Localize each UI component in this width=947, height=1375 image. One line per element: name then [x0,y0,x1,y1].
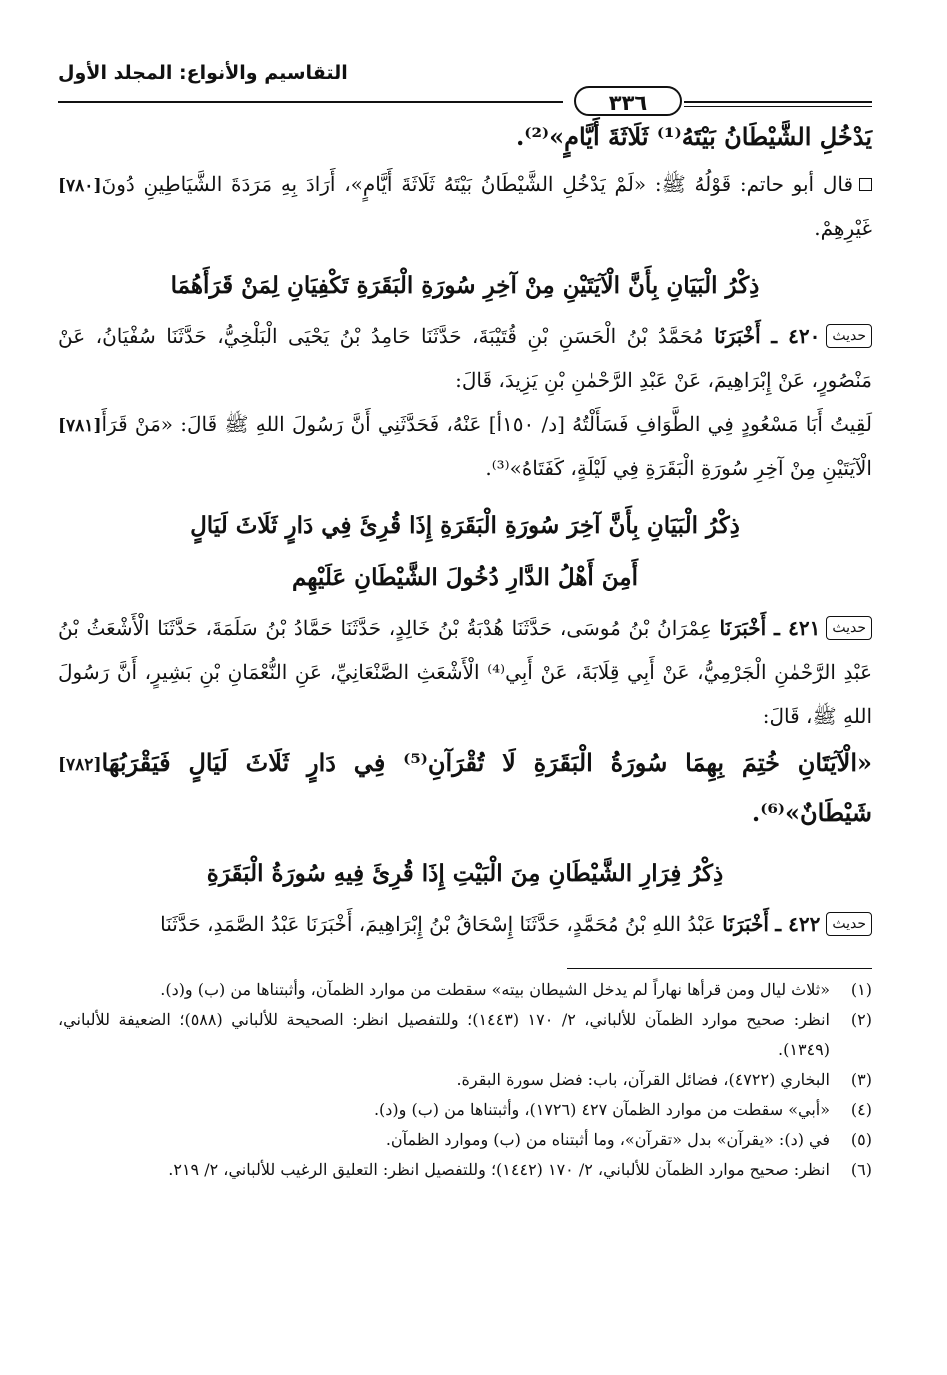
hadith-421-matn [58,738,872,838]
reference-number: [٧٨١] [58,416,102,436]
hadith-422 [58,902,872,946]
footnote-item [58,1005,872,1065]
heading-line: ذِكْرُ الْبَيَانِ بِأَنَّ آخِرَ سُورَةِ الْبَقَرَةِ إِذَا قُرِئَ فِي دَارٍ ثَلَاثَ لَيَالٍ [190,512,740,539]
hadith-number: ٤٢٢ ـ [775,912,821,936]
footnote-text: في (د): «يقرآن» بدل «تقرآن»، وما أثبتناه من (ب) وموارد الظمآن. [385,1130,830,1149]
footnote-text: البخاري (٤٧٢٢)، فضائل القرآن، باب: فضل سورة البقرة. [456,1070,830,1089]
footnote-number: (٦) [850,1160,872,1179]
header-rule-left [58,101,563,103]
reference-number: [٧٨٢] [58,755,102,775]
footnote-text: انظر: صحيح موارد الظمآن للألباني، ٢/ ١٧٠ (١٤٤٣)؛ وللتفصيل انظر: الصحيحة للألباني (٥٨٨)؛ الضعيفة للألباني، (١٣٤٩). [58,1010,830,1059]
hadith-421 [58,606,872,738]
hadith-420-matn [58,402,872,490]
hadith-marker-icon: حديث [826,324,872,348]
footnote-item [58,1065,872,1095]
isnad-text: عِمْرَانُ بْنُ مُوسَى، حَدَّثَنَا هُدْبَةُ بْنُ خَالِدٍ، حَدَّثَنَا حَمَّادُ بْنُ سَلَمَةَ، حَدَّثَنَا الْأَشْعَثُ بْنُ عَبْدِ الرَّحْمٰنِ الْجَرْمِيُّ، عَنْ أَبِي قِلَابَةَ، عَنْ أَبِي⁽⁴⁾ الْأَشْعَثِ الصَّنْعَانِيِّ، عَنِ النُّعْمَانِ بْنِ بَشِيرٍ، أَنَّ رَسُولَ اللهِ ﷺ، قَالَ: [58,616,873,728]
footnote-item [58,975,872,1005]
book-title: التقاسيم والأنواع: المجلد الأول [58,62,348,84]
isnad-text: مُحَمَّدُ بْنُ الْحَسَنِ بْنِ قُتَيْبَةَ، حَدَّثَنَا حَامِدُ بْنُ يَحْيَى الْبَلْخِيُّ، حَدَّثَنَا سُفْيَانُ، عَنْ مَنْصُورٍ، عَنْ إِبْرَاهِيمَ، عَنْ عَبْدِ الرَّحْمٰنِ بْنِ يَزِيدَ، قَالَ: [58,324,872,392]
footnote-number: (٤) [850,1100,872,1119]
akhbarana-word: أَخْبَرَنَا [714,324,761,348]
akhbarana-word: أَخْبَرَنَا [719,616,767,640]
footnotes [58,968,872,1185]
square-marker-icon [859,178,872,191]
footnote-number: (١) [850,980,872,999]
footnote-item [58,1095,872,1125]
paragraph-continuation: يَدْخُلِ الشَّيْطَانُ بَيْتَهُ⁽¹⁾ ثَلَاثَةَ أَيَّامٍ»⁽²⁾. [515,122,872,151]
akhbarana-word: أَخْبَرَنَا [722,912,769,936]
page-header [58,0,872,115]
footnote-number: (٢) [850,1010,872,1029]
hadith-number: ٤٢٠ ـ [771,324,821,348]
header-rule-right [684,101,872,103]
chapter-heading: ذِكْرُ فِرَارِ الشَّيْطَانِ مِنَ الْبَيْتِ إِذَا قُرِئَ فِيهِ سُورَةُ الْبَقَرَةِ [206,860,724,887]
isnad-text: عَبْدُ اللهِ بْنُ مُحَمَّدٍ، حَدَّثَنَا إِسْحَاقُ بْنُ إِبْرَاهِيمَ، أَخْبَرَنَا عَبْدُ الصَّمَدِ، حَدَّثَنَا [160,912,716,936]
footnote-text: «ثلاث ليال ومن قرأها نهاراً لم يدخل الشيطان بيته» سقطت من موارد الظمآن، وأثبتناها من (ب) و(د). [160,980,830,999]
heading-line: أَمِنَ أَهْلُ الدَّارِ دُخُولَ الشَّيْطَانِ عَلَيْهِم [291,564,639,591]
footnote-text: «أبي» سقطت من موارد الظمآن ٤٢٧ (١٧٢٦)، وأثبتناها من (ب) و(د). [373,1100,830,1119]
footnote-text: انظر: صحيح موارد الظمآن للألباني، ٢/ ١٧٠ (١٤٤٢)؛ وللتفصيل انظر: التعليق الرغيب للألباني، ٢/ ٢١٩. [168,1160,830,1179]
reference-number: [٧٨٠] [58,176,102,196]
main-text [58,112,872,946]
footnote-item [58,1125,872,1155]
chapter-heading: ذِكْرُ الْبَيَانِ بِأَنَّ الْآيَتَيْنِ مِنْ آخِرِ سُورَةِ الْبَقَرَةِ تَكْفِيَانِ لِمَنْ قَرَأَهُمَا [170,272,760,299]
hadith-marker-icon: حديث [826,912,872,936]
commentary-paragraph [58,162,872,250]
header-rule-right-thin [684,106,872,107]
footnote-separator [567,968,872,969]
page-number: ٣٣٦ [574,86,682,116]
hadith-marker-icon: حديث [826,616,872,640]
footnote-item [58,1155,872,1185]
footnote-number: (٥) [850,1130,872,1149]
matn-text: «الْآيَتَانِ خُتِمَ بِهِمَا سُورَةُ الْبَقَرَةِ لَا تُقْرَآنِ⁽⁵⁾ فِي دَارٍ ثَلَاثَ لَيَالٍ فَيَقْرَبُهَا شَيْطَانٌ»⁽⁶⁾. [101,748,872,827]
matn-text: لَقِيتُ أَبَا مَسْعُودٍ فِي الطَّوَافِ فَسَأَلْتُهُ [د/ ١٥٠أ] عَنْهُ، فَحَدَّثَنِي أَنَّ رَسُولَ اللهِ ﷺ قَالَ: «مَنْ قَرَأَ الْآيَتَيْنِ مِنْ آخِرِ سُورَةِ الْبَقَرَةِ فِي لَيْلَةٍ، كَفَتَاهُ»⁽³⁾. [101,412,873,480]
commentary-text: قال أبو حاتم: قَوْلُهُ ﷺ: «لَمْ يَدْخُلِ الشَّيْطَانُ بَيْتَهُ ثَلَاثَةَ أَيَّامٍ»، أَرَادَ بِهِ مَرَدَةَ الشَّيَاطِينِ دُونَ غَيْرِهِمْ. [101,172,872,240]
hadith-420 [58,314,872,402]
hadith-number: ٤٢١ ـ [773,616,821,640]
footnote-number: (٣) [850,1070,872,1089]
chapter-heading [58,500,872,604]
